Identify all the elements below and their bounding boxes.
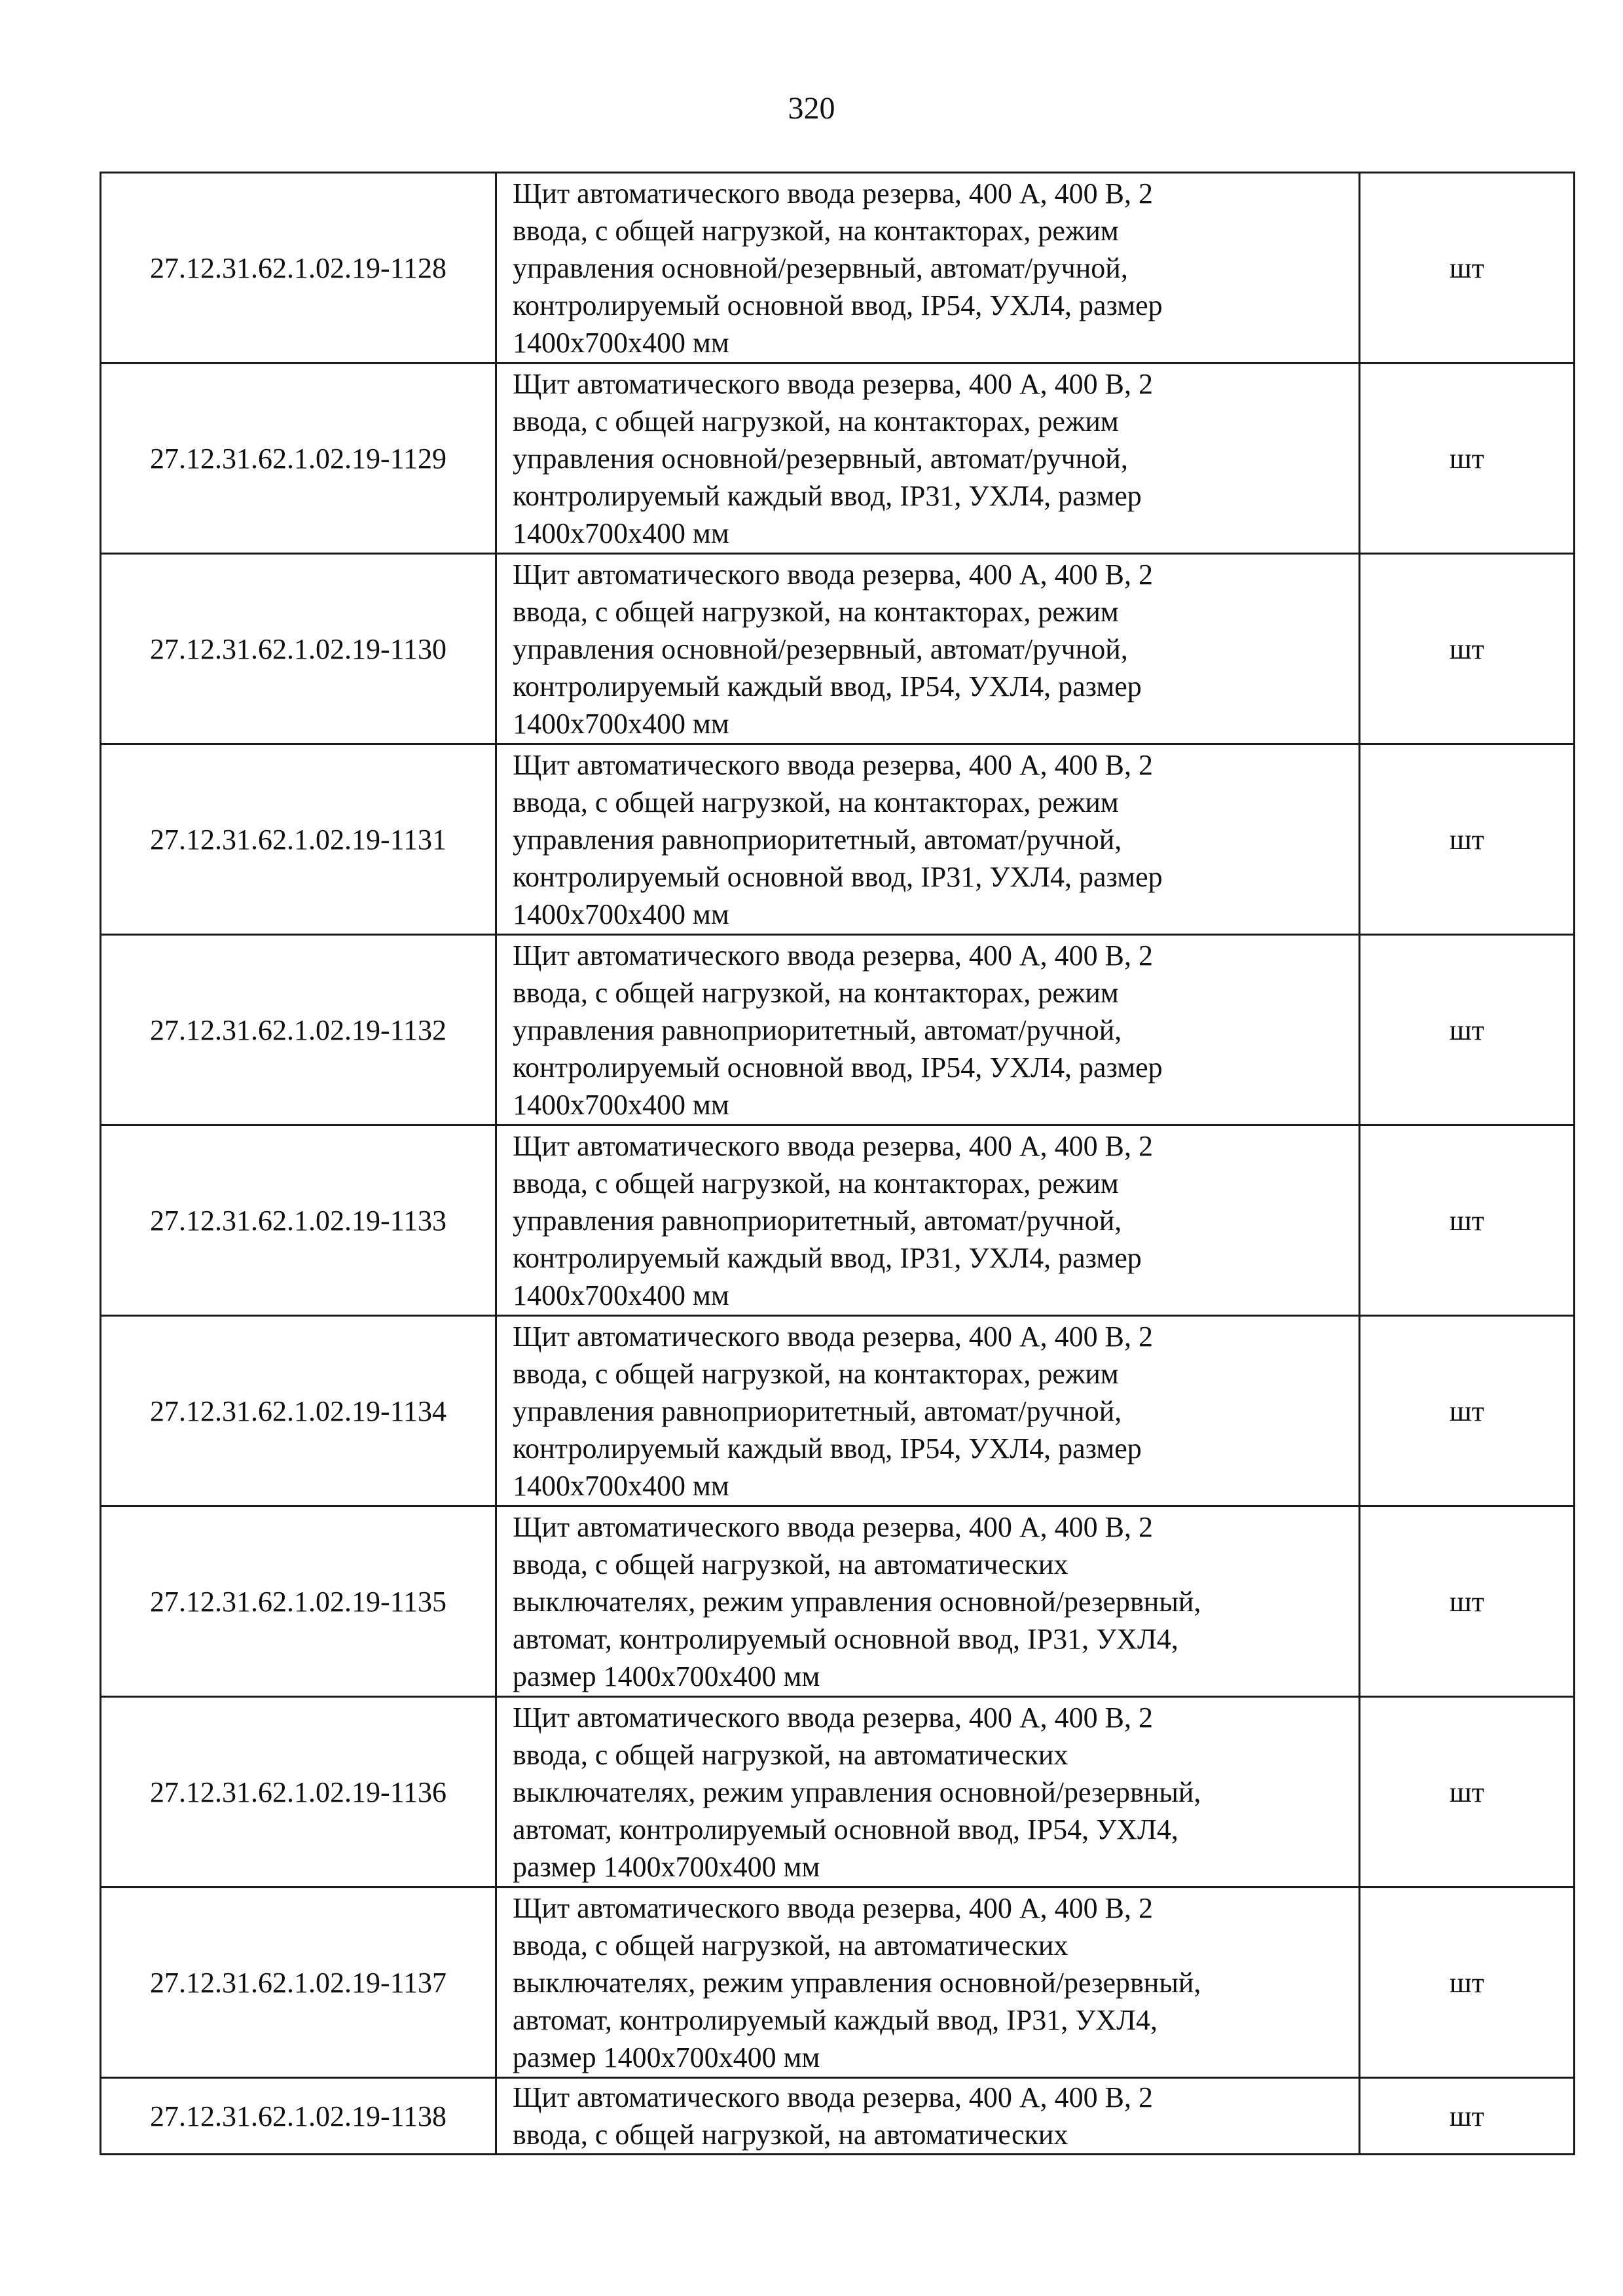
resource-description-cell: Щит автоматического ввода резерва, 400 А, 400 В, 2 ввода, с общей нагрузкой, на контакторах, режим управления основной/резервный, автомат/ручной, контролируемый каждый ввод, IP31, УХЛ4, размер 1400х700х400 мм xyxy=(496,363,1360,554)
resource-code-cell: 27.12.31.62.1.02.19-1138 xyxy=(101,2078,496,2155)
table-row xyxy=(101,1506,1575,1697)
resource-code-cell: 27.12.31.62.1.02.19-1131 xyxy=(101,744,496,935)
resource-description-cell: Щит автоматического ввода резерва, 400 А, 400 В, 2 ввода, с общей нагрузкой, на контакторах, режим управления равноприоритетный, автомат/ручной, контролируемый каждый ввод, IP31, УХЛ4, размер 1400х700х400 мм xyxy=(496,1125,1360,1316)
resource-description-cell: Щит автоматического ввода резерва, 400 А, 400 В, 2 ввода, с общей нагрузкой, на контакторах, режим управления основной/резервный, автомат/ручной, контролируемый основной ввод, IP54, УХЛ4, размер 1400х700х400 мм xyxy=(496,173,1360,363)
unit-cell: шт xyxy=(1360,173,1575,363)
resource-description-cell: Щит автоматического ввода резерва, 400 А, 400 В, 2 ввода, с общей нагрузкой, на контакторах, режим управления равноприоритетный, автомат/ручной, контролируемый основной ввод, IP31, УХЛ4, размер 1400х700х400 мм xyxy=(496,744,1360,935)
table-row xyxy=(101,2078,1575,2155)
table-row xyxy=(101,1125,1575,1316)
table-row xyxy=(101,744,1575,935)
unit-cell: шт xyxy=(1360,744,1575,935)
resource-description-cell: Щит автоматического ввода резерва, 400 А, 400 В, 2 ввода, с общей нагрузкой, на автоматических выключателях, режим управления основной/резервный, автомат, контролируемый каждый ввод, IP31, УХЛ4, размер 1400х700х400 мм xyxy=(496,1887,1360,2078)
page-number: 320 xyxy=(788,91,835,126)
unit-cell: шт xyxy=(1360,554,1575,744)
resource-table xyxy=(100,172,1575,2155)
unit-cell: шт xyxy=(1360,935,1575,1125)
resource-description-cell: Щит автоматического ввода резерва, 400 А, 400 В, 2 ввода, с общей нагрузкой, на контакторах, режим управления равноприоритетный, автомат/ручной, контролируемый основной ввод, IP54, УХЛ4, размер 1400х700х400 мм xyxy=(496,935,1360,1125)
table-row xyxy=(101,1697,1575,1887)
resource-description-cell: Щит автоматического ввода резерва, 400 А, 400 В, 2 ввода, с общей нагрузкой, на автоматических xyxy=(496,2078,1360,2155)
resource-code-cell: 27.12.31.62.1.02.19-1135 xyxy=(101,1506,496,1697)
table-body xyxy=(101,173,1575,2155)
table-row xyxy=(101,554,1575,744)
unit-cell: шт xyxy=(1360,1316,1575,1506)
resource-description-cell: Щит автоматического ввода резерва, 400 А, 400 В, 2 ввода, с общей нагрузкой, на автоматических выключателях, режим управления основной/резервный, автомат, контролируемый основной ввод, IP54, УХЛ4, размер 1400х700х400 мм xyxy=(496,1697,1360,1887)
resource-code-cell: 27.12.31.62.1.02.19-1129 xyxy=(101,363,496,554)
table-row xyxy=(101,173,1575,363)
resource-code-cell: 27.12.31.62.1.02.19-1133 xyxy=(101,1125,496,1316)
resource-description-cell: Щит автоматического ввода резерва, 400 А, 400 В, 2 ввода, с общей нагрузкой, на контакторах, режим управления равноприоритетный, автомат/ручной, контролируемый каждый ввод, IP54, УХЛ4, размер 1400х700х400 мм xyxy=(496,1316,1360,1506)
resource-code-cell: 27.12.31.62.1.02.19-1130 xyxy=(101,554,496,744)
table-row xyxy=(101,363,1575,554)
resource-code-cell: 27.12.31.62.1.02.19-1132 xyxy=(101,935,496,1125)
table-row xyxy=(101,1316,1575,1506)
table-row xyxy=(101,935,1575,1125)
unit-cell: шт xyxy=(1360,1697,1575,1887)
resource-code-cell: 27.12.31.62.1.02.19-1136 xyxy=(101,1697,496,1887)
resource-code-cell: 27.12.31.62.1.02.19-1137 xyxy=(101,1887,496,2078)
unit-cell: шт xyxy=(1360,363,1575,554)
unit-cell: шт xyxy=(1360,1887,1575,2078)
resource-description-cell: Щит автоматического ввода резерва, 400 А, 400 В, 2 ввода, с общей нагрузкой, на контакторах, режим управления основной/резервный, автомат/ручной, контролируемый каждый ввод, IP54, УХЛ4, размер 1400х700х400 мм xyxy=(496,554,1360,744)
unit-cell: шт xyxy=(1360,2078,1575,2155)
resource-code-cell: 27.12.31.62.1.02.19-1128 xyxy=(101,173,496,363)
unit-cell: шт xyxy=(1360,1125,1575,1316)
resource-code-cell: 27.12.31.62.1.02.19-1134 xyxy=(101,1316,496,1506)
unit-cell: шт xyxy=(1360,1506,1575,1697)
resource-description-cell: Щит автоматического ввода резерва, 400 А, 400 В, 2 ввода, с общей нагрузкой, на автоматических выключателях, режим управления основной/резервный, автомат, контролируемый основной ввод, IP31, УХЛ4, размер 1400х700х400 мм xyxy=(496,1506,1360,1697)
table-row xyxy=(101,1887,1575,2078)
